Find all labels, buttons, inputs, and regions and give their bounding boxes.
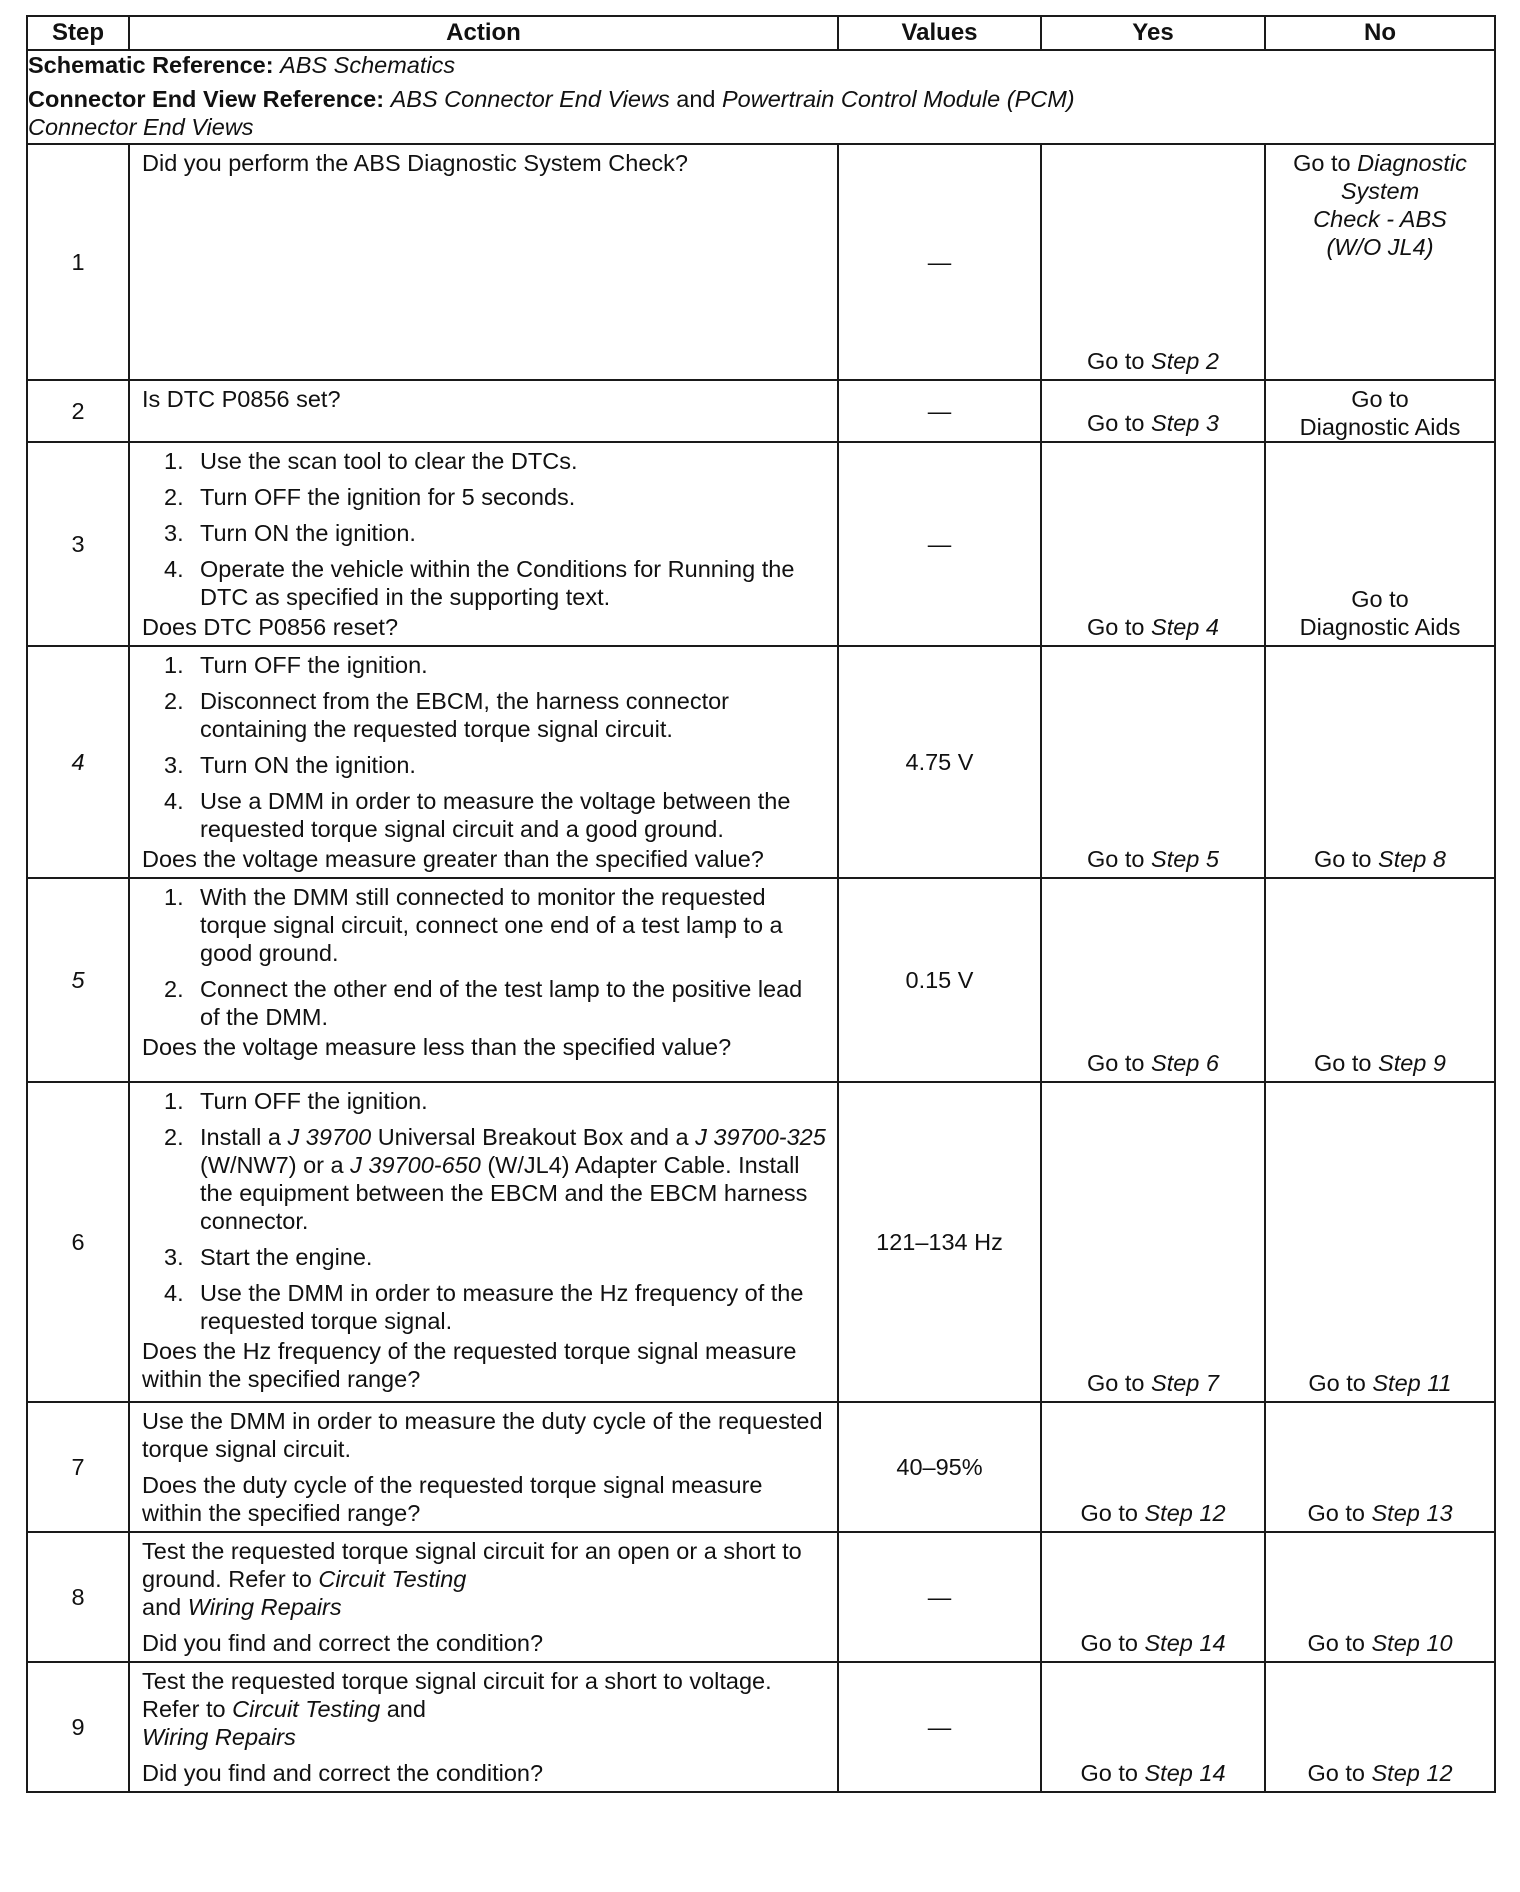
table-row-step-2 [27, 380, 1495, 442]
yes-prefix: Go to [1080, 1500, 1138, 1526]
yes-link[interactable]: Step 14 [1144, 1760, 1226, 1786]
action-text: Test the requested torque signal circuit for an open or a short to ground. Refer to [142, 1538, 802, 1592]
item-text: (W/NW7) or a [200, 1152, 344, 1178]
action-cell [129, 442, 838, 646]
item-number: 1. [164, 652, 184, 678]
connector-and: and [676, 86, 716, 112]
yes-link[interactable]: Step 4 [1151, 614, 1219, 640]
item-number: 4. [164, 788, 184, 814]
no-link[interactable]: Diagnostic Aids [1299, 614, 1461, 640]
value-cell: 0.15 V [838, 878, 1041, 1082]
action-cell [129, 646, 838, 878]
action-text: Use the DMM in order to measure the duty cycle of the requested torque signal circuit. [142, 1408, 823, 1462]
connector-link-pcm[interactable]: Powertrain Control Module (PCM) [722, 86, 1075, 112]
no-prefix: Go to [1351, 586, 1409, 612]
value-cell: — [838, 1662, 1041, 1792]
schematic-label: Schematic Reference: [28, 52, 274, 78]
list-item [142, 651, 827, 679]
no-cell [1265, 380, 1495, 442]
no-cell [1265, 1662, 1495, 1792]
item-text: Use the DMM in order to measure the Hz frequency of the requested torque signal. [200, 1280, 804, 1334]
connector-link-abs[interactable]: ABS Connector End Views [390, 86, 670, 112]
no-prefix: Go to [1307, 1760, 1365, 1786]
yes-prefix: Go to [1087, 1050, 1145, 1076]
no-prefix: Go to [1308, 1370, 1366, 1396]
yes-prefix: Go to [1087, 846, 1145, 872]
action-cell [129, 1402, 838, 1532]
table-row-step-5 [27, 878, 1495, 1082]
yes-link[interactable]: Step 2 [1151, 348, 1219, 374]
no-cell [1265, 1532, 1495, 1662]
action-list [142, 447, 827, 611]
step-number-text: 4 [71, 749, 85, 775]
no-prefix: Go to [1314, 1050, 1372, 1076]
no-cell [1265, 878, 1495, 1082]
step-number-text: 1 [71, 249, 85, 275]
no-link[interactable]: Step 13 [1371, 1500, 1453, 1526]
yes-cell [1041, 1082, 1265, 1402]
action-question: Did you find and correct the condition? [142, 1630, 544, 1656]
step-number [27, 646, 129, 878]
diagnostic-table [26, 15, 1496, 1793]
step-number [27, 1402, 129, 1532]
yes-prefix: Go to [1087, 614, 1145, 640]
tool-link-j39700-325[interactable]: J 39700-325 [695, 1124, 826, 1150]
yes-prefix: Go to [1087, 1370, 1145, 1396]
step-number-text: 9 [71, 1714, 85, 1740]
yes-prefix: Go to [1080, 1630, 1138, 1656]
header-values: Values [838, 16, 1041, 50]
header-step: Step [27, 16, 129, 50]
yes-cell [1041, 442, 1265, 646]
action-list [142, 1087, 827, 1335]
yes-link[interactable]: Step 7 [1151, 1370, 1219, 1396]
list-item [142, 883, 827, 967]
no-cell [1265, 1402, 1495, 1532]
step-number [27, 380, 129, 442]
yes-link[interactable]: Step 12 [1144, 1500, 1226, 1526]
item-text: Universal Breakout Box and a [377, 1124, 689, 1150]
item-text: Turn ON the ignition. [200, 520, 416, 546]
step-number-text: 3 [71, 531, 85, 557]
tool-link-j39700[interactable]: J 39700 [287, 1124, 372, 1150]
no-link[interactable]: Step 10 [1371, 1630, 1453, 1656]
item-text: Turn OFF the ignition. [200, 1088, 428, 1114]
yes-link[interactable]: Step 14 [1144, 1630, 1226, 1656]
action-text-and: and [142, 1594, 182, 1620]
no-cell [1265, 1082, 1495, 1402]
item-number: 2. [164, 976, 184, 1002]
list-item [142, 975, 827, 1031]
action-text-and: and [386, 1696, 426, 1722]
no-cell [1265, 646, 1495, 878]
schematic-link[interactable]: ABS Schematics [280, 52, 456, 78]
action-text: Did you perform the ABS Diagnostic System Check? [142, 150, 688, 176]
table-row-step-3 [27, 442, 1495, 646]
item-text: Use the scan tool to clear the DTCs. [200, 448, 578, 474]
item-text: Operate the vehicle within the Conditions for Running the DTC as specified in the supporting text. [200, 556, 795, 610]
table-row-step-6 [27, 1082, 1495, 1402]
yes-link[interactable]: Step 6 [1151, 1050, 1219, 1076]
step-number [27, 144, 129, 380]
action-question: Does DTC P0856 reset? [142, 614, 399, 640]
item-text: (W/JL4) Adapter Cable. Install the equipment between the EBCM and the EBCM harness connector. [200, 1152, 808, 1234]
table-row-step-4 [27, 646, 1495, 878]
header-action: Action [129, 16, 838, 50]
item-text: Connect the other end of the test lamp to the positive lead of the DMM. [200, 976, 803, 1030]
item-number: 2. [164, 1124, 184, 1150]
list-item [142, 519, 827, 547]
no-link-l2[interactable]: System [1340, 178, 1420, 204]
item-number: 3. [164, 520, 184, 546]
item-text: Disconnect from the EBCM, the harness connector containing the requested torque signal circuit. [200, 688, 729, 742]
action-question: Does the Hz frequency of the requested torque signal measure within the specified range? [142, 1338, 797, 1392]
header-no: No [1265, 16, 1495, 50]
list-item [142, 555, 827, 611]
action-cell [129, 878, 838, 1082]
yes-cell [1041, 646, 1265, 878]
item-number: 1. [164, 884, 184, 910]
value-cell: — [838, 380, 1041, 442]
item-text: Start the engine. [200, 1244, 373, 1270]
no-link[interactable]: Diagnostic [1357, 150, 1467, 176]
action-cell [129, 1532, 838, 1662]
action-text: Test the requested torque signal circuit for a short to voltage. Refer to [142, 1668, 772, 1722]
circuit-testing-link[interactable]: Circuit Testing [232, 1696, 381, 1722]
yes-prefix: Go to [1087, 410, 1145, 436]
step-number-text: 7 [71, 1454, 85, 1480]
value-cell: 40–95% [838, 1402, 1041, 1532]
no-cell [1265, 144, 1495, 380]
yes-link[interactable]: Step 3 [1151, 410, 1219, 436]
circuit-testing-link[interactable]: Circuit Testing [318, 1566, 467, 1592]
item-number: 4. [164, 556, 184, 582]
reference-cell [27, 50, 1495, 144]
item-text: With the DMM still connected to monitor the requested torque signal circuit, connect one end of a test lamp to a good ground. [200, 884, 783, 966]
list-item [142, 1279, 827, 1335]
yes-cell [1041, 878, 1265, 1082]
value-cell: 4.75 V [838, 646, 1041, 878]
table-row-step-7 [27, 1402, 1495, 1532]
list-item [142, 787, 827, 843]
no-prefix: Go to [1307, 1500, 1365, 1526]
table-row-step-8 [27, 1532, 1495, 1662]
action-question: Does the voltage measure greater than the specified value? [142, 846, 764, 872]
connector-label: Connector End View Reference: [28, 86, 385, 112]
action-cell [129, 1662, 838, 1792]
action-cell [129, 380, 838, 442]
yes-link[interactable]: Step 5 [1151, 846, 1219, 872]
list-item [142, 687, 827, 743]
item-text: Turn ON the ignition. [200, 752, 416, 778]
step-number-text: 5 [71, 967, 85, 993]
step-number-text: 2 [71, 398, 85, 424]
action-list [142, 883, 827, 1031]
yes-cell [1041, 144, 1265, 380]
item-text: Turn OFF the ignition for 5 seconds. [200, 484, 576, 510]
yes-cell [1041, 1402, 1265, 1532]
header-row [27, 16, 1495, 50]
action-cell [129, 144, 838, 380]
step-number-text: 8 [71, 1584, 85, 1610]
no-prefix: Go to [1351, 386, 1409, 412]
action-question: Did you find and correct the condition? [142, 1760, 544, 1786]
step-number [27, 1662, 129, 1792]
yes-prefix: Go to [1080, 1760, 1138, 1786]
tool-link-j39700-650[interactable]: J 39700-650 [350, 1152, 481, 1178]
no-link[interactable]: Diagnostic Aids [1299, 414, 1461, 440]
value-cell: — [838, 1532, 1041, 1662]
connector-link-pcm-2[interactable]: Connector End Views [28, 114, 254, 140]
step-number [27, 1532, 129, 1662]
item-text: Use a DMM in order to measure the voltage between the requested torque signal circuit and a good ground. [200, 788, 791, 842]
step-number [27, 442, 129, 646]
no-prefix: Go to [1293, 150, 1351, 176]
no-link[interactable]: Step 11 [1372, 1370, 1452, 1396]
list-item [142, 1123, 827, 1235]
action-question: Does the voltage measure less than the specified value? [142, 1034, 732, 1060]
action-text-block [142, 1667, 827, 1751]
action-question: Does the duty cycle of the requested torque signal measure within the specified range? [142, 1472, 763, 1526]
step-number [27, 1082, 129, 1402]
no-cell [1265, 442, 1495, 646]
list-item [142, 1087, 827, 1115]
no-link-l3[interactable]: Check - ABS [1313, 206, 1447, 232]
header-yes: Yes [1041, 16, 1265, 50]
wiring-repairs-link[interactable]: Wiring Repairs [187, 1594, 342, 1620]
list-item [142, 483, 827, 511]
list-item [142, 447, 827, 475]
step-number-text: 6 [71, 1229, 85, 1255]
yes-cell [1041, 1532, 1265, 1662]
no-link-l4[interactable]: (W/O JL4) [1326, 234, 1434, 260]
item-number: 2. [164, 484, 184, 510]
no-link[interactable]: Step 9 [1378, 1050, 1446, 1076]
yes-cell [1041, 380, 1265, 442]
item-text: Install a [200, 1124, 281, 1150]
item-number: 2. [164, 688, 184, 714]
wiring-repairs-link[interactable]: Wiring Repairs [142, 1724, 296, 1750]
value-cell: 121–134 Hz [838, 1082, 1041, 1402]
item-number: 4. [164, 1280, 184, 1306]
item-text: Turn OFF the ignition. [200, 652, 428, 678]
no-prefix: Go to [1307, 1630, 1365, 1656]
item-number: 1. [164, 448, 184, 474]
value-cell: — [838, 144, 1041, 380]
no-link[interactable]: Step 12 [1371, 1760, 1453, 1786]
no-prefix: Go to [1314, 846, 1372, 872]
reference-row [27, 50, 1495, 144]
yes-cell [1041, 1662, 1265, 1792]
table-row-step-1 [27, 144, 1495, 380]
list-item [142, 751, 827, 779]
step-number [27, 878, 129, 1082]
action-list [142, 651, 827, 843]
yes-prefix: Go to [1087, 348, 1145, 374]
action-cell [129, 1082, 838, 1402]
item-number: 3. [164, 1244, 184, 1270]
item-number: 3. [164, 752, 184, 778]
item-number: 1. [164, 1088, 184, 1114]
table-row-step-9 [27, 1662, 1495, 1792]
action-text-block [142, 1537, 827, 1621]
list-item [142, 1243, 827, 1271]
value-cell: — [838, 442, 1041, 646]
no-link[interactable]: Step 8 [1378, 846, 1446, 872]
action-text: Is DTC P0856 set? [142, 386, 341, 412]
